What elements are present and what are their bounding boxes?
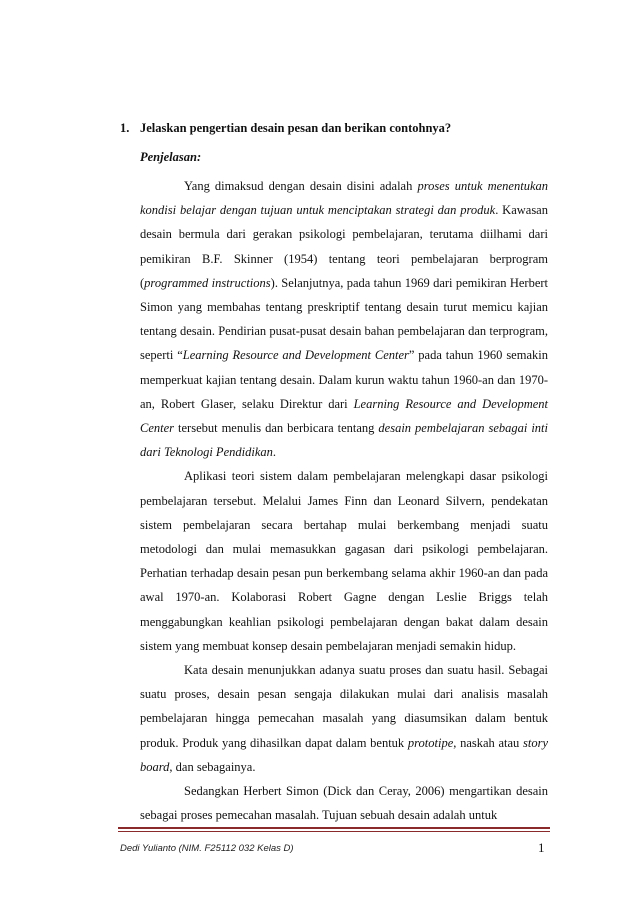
italic-run: proses untuk menentukan kondisi belajar dengan tujuan untuk menciptakan strategi dan produk (140, 179, 548, 218)
text-run: Sedangkan Herbert Simon (Dick dan Ceray, 2006) mengartikan desain sebagai proses pemecahan masalah. Tujuan sebuah desain adalah untuk (140, 784, 548, 823)
text-run: Kata desain menunjukkan adanya suatu proses dan suatu hasil. Sebagai suatu proses, desain pesan sengaja dilakukan mulai dari analisis masalah pembelajaran hingga pemecahan masalah yang diasumsikan dalam bentuk produk. Produk yang dihasilkan dapat dalam bentuk (140, 663, 548, 750)
text-run: tersebut menulis dan berbicara tentang (174, 421, 379, 436)
italic-run: desain pembelajaran sebagai inti dari Teknologi Pendidikan (140, 421, 548, 460)
section-heading: Penjelasan: (140, 150, 202, 164)
question-1 (120, 121, 451, 136)
paragraph (140, 464, 548, 658)
text-run: ” pada tahun 1960 semakin memperkuat kajian tentang desain. Dalam kurun waktu tahun 1960-an dan 1970-an, Robert Glaser, selaku Direktur dari (140, 348, 548, 411)
paragraph (140, 174, 548, 464)
paragraph (140, 658, 548, 779)
question-number: 1. (120, 121, 130, 135)
text-run: Aplikasi teori sistem dalam pembelajaran melengkapi dasar psikologi pembelajaran tersebut. Melalui James Finn dan Leonard Silvern, pendekatan sistem pembelajaran secara bertahap mulai berkembang menjadi suatu metodologi dan mulai memasukkan gagasan dari psikologi pembelajaran. Perhatian terhadap desain pesan pun berkembang selama akhir 1960-an dan pada awal 1970-an. Kolaborasi Robert Gagne dengan Leslie Briggs telah menggabungkan keahlian psikologi pembelajaran dengan bakat dalam desain sistem yang membuat konsep desain pembelajaran menjadi semakin hidup. (140, 469, 548, 653)
text-run: ). Selanjutnya, pada tahun 1969 dari pemikiran Herbert Simon yang membahas tentang preskriptif tentang desain turut memicu kajian tentang desain. Pendirian pusat-pusat desain bahan pembelajaran dan terprogram, seperti “ (140, 275, 549, 363)
page-number: 1 (538, 840, 545, 855)
italic-run: Learning Resource and Development Center (140, 396, 549, 436)
footer-rule (118, 827, 550, 829)
text-run: . Kawasan desain bermula dari gerakan psikologi pembelajaran, terutama diilhami dari pemikiran B.F. Skinner (1954) tentang teori pembelajaran berprogram ( (140, 203, 548, 290)
body-text (140, 174, 548, 827)
italic-run: programmed instructions (144, 275, 271, 290)
text-run: . (272, 445, 276, 460)
question-text: Jelaskan pengertian desain pesan dan berikan contohnya? (140, 121, 452, 135)
footer-author: Dedi Yulianto (NIM. F25112 032 Kelas D) (120, 843, 294, 854)
italic-run: prototipe (407, 735, 454, 750)
footer-rule-thin (118, 831, 550, 832)
paragraph (140, 779, 548, 827)
italic-run: Learning Resource and Development Center (182, 348, 409, 363)
text-run: , dan sebagainya. (169, 759, 256, 774)
italic-run: story board (140, 735, 549, 774)
text-run: Yang dimaksud dengan desain disini adalah (184, 179, 418, 193)
text-run: , naskah atau (453, 735, 524, 750)
